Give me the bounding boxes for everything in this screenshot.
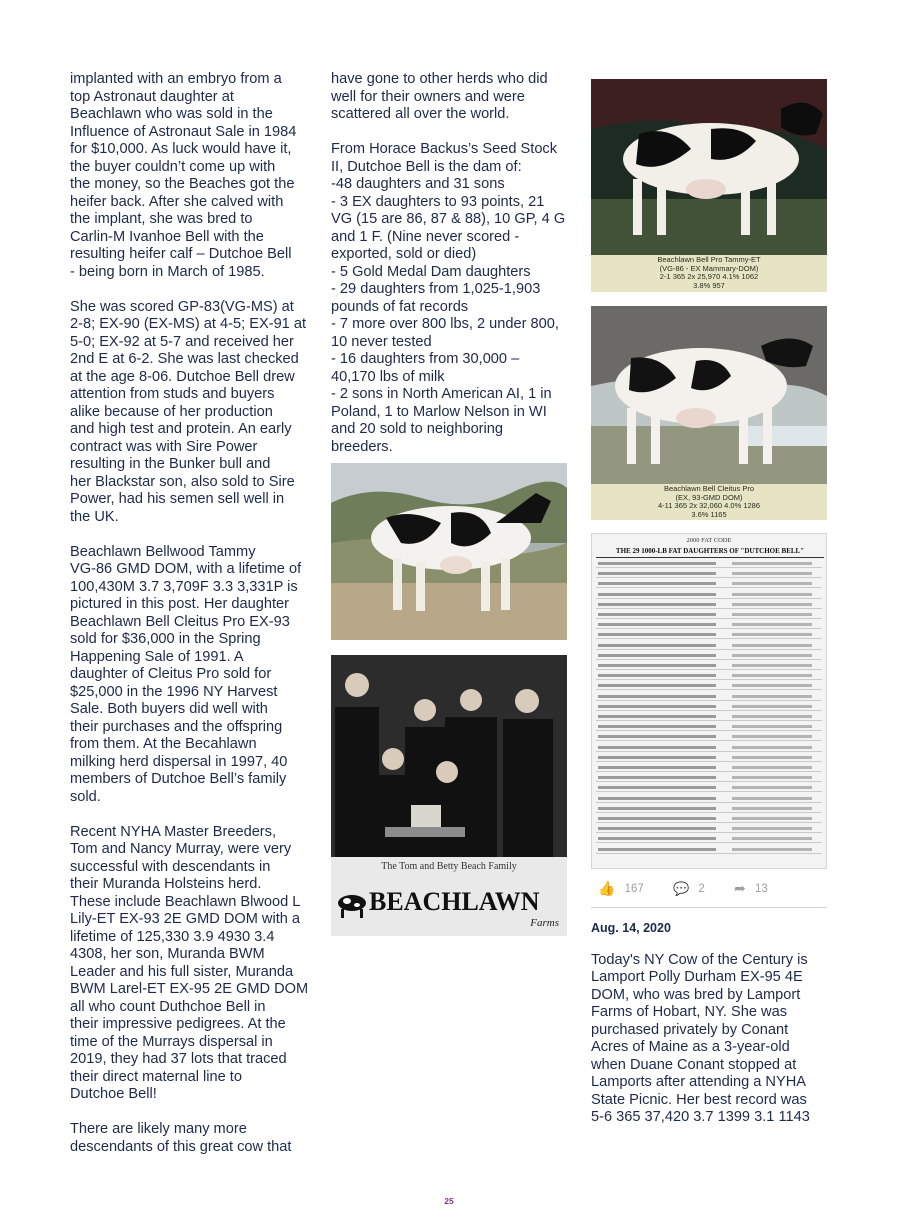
row-text-scan xyxy=(598,582,716,585)
row-record-scan xyxy=(732,664,812,667)
row-text-scan xyxy=(598,786,716,789)
divider xyxy=(591,907,827,908)
row-record-scan xyxy=(732,674,812,677)
article-column-1 xyxy=(70,71,310,1174)
row-text-scan xyxy=(598,695,716,698)
table-row xyxy=(596,602,822,609)
paragraph: implanted with an embryo from a top Astronaut daughter at Beachlawn who was sold in the Influence of Astronaut Sale in 1984 for $10,000. As luck would have it, the buyer couldn’t come up with the money, so the Beaches got the heifer back. After she calved with the implant, she was bred to Carlin-M Ivanhoe Bell with the resulting heifer calf – Dutchoe Bell - being born in March of 1985. xyxy=(70,71,297,280)
table-body xyxy=(592,561,826,861)
table-row xyxy=(596,622,822,629)
table-row xyxy=(596,683,822,690)
row-text-scan xyxy=(598,705,716,708)
paragraph: From Horace Backus’s Seed Stock II, Dutchoe Bell is the dam of: -48 daughters and 31 sons - 3 EX daughters to 93 points, 21 VG (15 are 86, 87 & 88), 10 GP, 4 G and 1 F. (Nine never scored - exported, sold or died) - 5 Gold Medal Dam daughters - 29 daughters from 1,025-1,903 pounds of fat records - 7 more over 800 lbs, 2 under 800, 10 never tested - 16 daughters from 30,000 – 40,170 lbs of milk - 2 sons in North American AI, 1 in Poland, 1 to Marlow Nelson in WI and 20 sold to neighboring breeders. xyxy=(331,141,566,455)
table-row xyxy=(596,765,822,772)
table-row xyxy=(596,734,822,741)
row-text-scan xyxy=(598,827,716,830)
row-text-scan xyxy=(598,633,716,636)
row-text-scan xyxy=(598,623,716,626)
family-photo xyxy=(331,655,567,936)
row-text-scan xyxy=(598,644,716,647)
share-icon[interactable]: ➦ xyxy=(734,880,746,896)
row-text-scan xyxy=(598,756,716,759)
page-number: 25 xyxy=(444,1196,454,1206)
row-record-scan xyxy=(732,807,812,810)
row-text-scan xyxy=(598,797,716,800)
like-count: 167 xyxy=(624,882,644,895)
row-record-scan xyxy=(732,725,812,728)
row-record-scan xyxy=(732,654,812,657)
table-row xyxy=(596,806,822,813)
row-record-scan xyxy=(732,582,812,585)
fat-daughters-table-scan xyxy=(591,533,827,869)
row-text-scan xyxy=(598,735,716,738)
row-record-scan xyxy=(732,633,812,636)
row-record-scan xyxy=(732,715,812,718)
row-text-scan xyxy=(598,725,716,728)
row-record-scan xyxy=(732,695,812,698)
row-record-scan xyxy=(732,817,812,820)
row-text-scan xyxy=(598,562,716,565)
row-text-scan xyxy=(598,766,716,769)
table-row xyxy=(596,612,822,619)
post-date: Aug. 14, 2020 xyxy=(591,921,671,935)
row-record-scan xyxy=(732,776,812,779)
farm-logo-text: BEACHLAWN xyxy=(369,887,540,916)
row-record-scan xyxy=(732,786,812,789)
table-row xyxy=(596,704,822,711)
row-record-scan xyxy=(732,766,812,769)
cow-photo-field xyxy=(331,463,567,640)
row-text-scan xyxy=(598,684,716,687)
cow-logo-icon xyxy=(335,885,369,919)
table-title: THE 29 1000-LB FAT DAUGHTERS OF "DUTCHOE BELL" xyxy=(596,547,824,558)
paragraph: Beachlawn Bellwood Tammy VG-86 GMD DOM, with a lifetime of 100,430M 3.7 3,709F 3.3 3,331P is pictured in this post. Her daughter Beachlawn Bell Cleitus Pro EX-93 sold for $36,000 in the Spring Happening Sale of 1991. A daughter of Cleitus Pro sold for $25,000 in the 1996 NY Harvest Sale. Both buyers did well with their purchases and the offspring from them. At the Becahlawn milking herd dispersal in 1997, 40 members of Dutchoe Bell’s family sold. xyxy=(70,543,302,805)
table-row xyxy=(596,826,822,833)
social-bar xyxy=(598,880,827,902)
paragraph: Recent NYHA Master Breeders, Tom and Nancy Murray, were very successful with descendants in their Muranda Holsteins herd. These include Beachlawn Blwood L Lily-ET EX-93 2E GMD DOM with a lifetime of 125,330 3.9 4930 3.4 4308, her son, Muranda BWM Leader and his full sister, Muranda BWM Larel-ET EX-95 2E GMD DOM all who count Duthchoe Bell in their impressive pedigrees. At the time of the Murrays dispersal in 2019, they had 37 lots that traced their direct maternal line to Dutchoe Bell! xyxy=(70,823,309,1102)
row-text-scan xyxy=(598,817,716,820)
row-record-scan xyxy=(732,756,812,759)
table-row xyxy=(596,745,822,752)
row-record-scan xyxy=(732,837,812,840)
row-record-scan xyxy=(732,572,812,575)
article-column-3 xyxy=(591,920,827,1144)
table-row xyxy=(596,847,822,854)
tammy-photo xyxy=(591,79,827,292)
row-record-scan xyxy=(732,593,812,596)
row-text-scan xyxy=(598,654,716,657)
row-record-scan xyxy=(732,735,812,738)
table-row xyxy=(596,673,822,680)
table-header: 2000 FAT CODE xyxy=(686,537,732,544)
paragraph: Today's NY Cow of the Century is Lamport Polly Durham EX-95 4E DOM, who was bred by Lamport Farms of Hobart, NY. She was purchased privately by Conant Acres of Maine as a 3-year-old when Duane Conant stopped at Lamports after attending a NYHA State Picnic. Her best record was 5-6 365 37,420 3.7 1399 3.1 1143 xyxy=(591,951,810,1125)
table-row xyxy=(596,592,822,599)
table-row xyxy=(596,714,822,721)
table-row xyxy=(596,581,822,588)
table-row xyxy=(596,836,822,843)
row-text-scan xyxy=(598,664,716,667)
table-row xyxy=(596,643,822,650)
family-caption: The Tom and Betty Beach Family xyxy=(381,861,517,872)
row-record-scan xyxy=(732,603,812,606)
row-text-scan xyxy=(598,593,716,596)
paragraph: have gone to other herds who did well for their owners and were scattered all over the world. xyxy=(331,71,548,122)
comment-icon[interactable]: 💬 xyxy=(673,880,690,896)
row-text-scan xyxy=(598,674,716,677)
row-text-scan xyxy=(598,837,716,840)
table-row xyxy=(596,816,822,823)
farm-logo xyxy=(335,883,563,933)
row-text-scan xyxy=(598,572,716,575)
row-text-scan xyxy=(598,746,716,749)
farm-logo-sub: Farms xyxy=(530,917,559,929)
like-icon[interactable]: 👍 xyxy=(598,880,616,896)
table-row xyxy=(596,571,822,578)
row-record-scan xyxy=(732,644,812,647)
comment-count: 2 xyxy=(698,882,705,895)
paragraph: She was scored GP-83(VG-MS) at 2-8; EX-90 (EX-MS) at 4-5; EX-91 at 5-0; EX-92 at 5-7 and received her 2nd E at 6-2. She was last checked at the age 8-06. Dutchoe Bell drew attention from studs and buyers alike because of her production and high test and protein. An early contract was with Sire Power resulting in the Bunker bull and her Blackstar son, also sold to Sire Power, had his semen sell well in the UK. xyxy=(70,298,307,525)
row-record-scan xyxy=(732,797,812,800)
row-record-scan xyxy=(732,848,812,851)
row-record-scan xyxy=(732,705,812,708)
paragraph: There are likely many more descendants of this great cow that xyxy=(70,1121,292,1155)
share-count: 13 xyxy=(754,882,768,895)
row-record-scan xyxy=(732,613,812,616)
row-record-scan xyxy=(732,746,812,749)
table-row xyxy=(596,755,822,762)
table-row xyxy=(596,653,822,660)
tammy-caption: Beachlawn Bell Pro Tammy-ET (VG-86 - EX Mammary-DOM) 2-1 365 2x 25,970 4.1% 1062 3.8% 957 xyxy=(591,256,827,292)
row-text-scan xyxy=(598,613,716,616)
row-text-scan xyxy=(598,603,716,606)
row-text-scan xyxy=(598,807,716,810)
cleitus-caption: Beachlawn Bell Cleitus Pro (EX, 93-GMD DOM) 4-11 365 2x 32,060 4.0% 1286 3.6% 1165 xyxy=(591,485,827,520)
article-column-2 xyxy=(331,71,568,474)
row-text-scan xyxy=(598,715,716,718)
table-row xyxy=(596,775,822,782)
table-row xyxy=(596,724,822,731)
table-row xyxy=(596,796,822,803)
table-row xyxy=(596,663,822,670)
row-record-scan xyxy=(732,623,812,626)
table-row xyxy=(596,785,822,792)
row-record-scan xyxy=(732,684,812,687)
table-row xyxy=(596,694,822,701)
row-record-scan xyxy=(732,827,812,830)
table-row xyxy=(596,632,822,639)
row-text-scan xyxy=(598,776,716,779)
row-text-scan xyxy=(598,848,716,851)
row-record-scan xyxy=(732,562,812,565)
cleitus-photo xyxy=(591,306,827,520)
table-row xyxy=(596,561,822,568)
